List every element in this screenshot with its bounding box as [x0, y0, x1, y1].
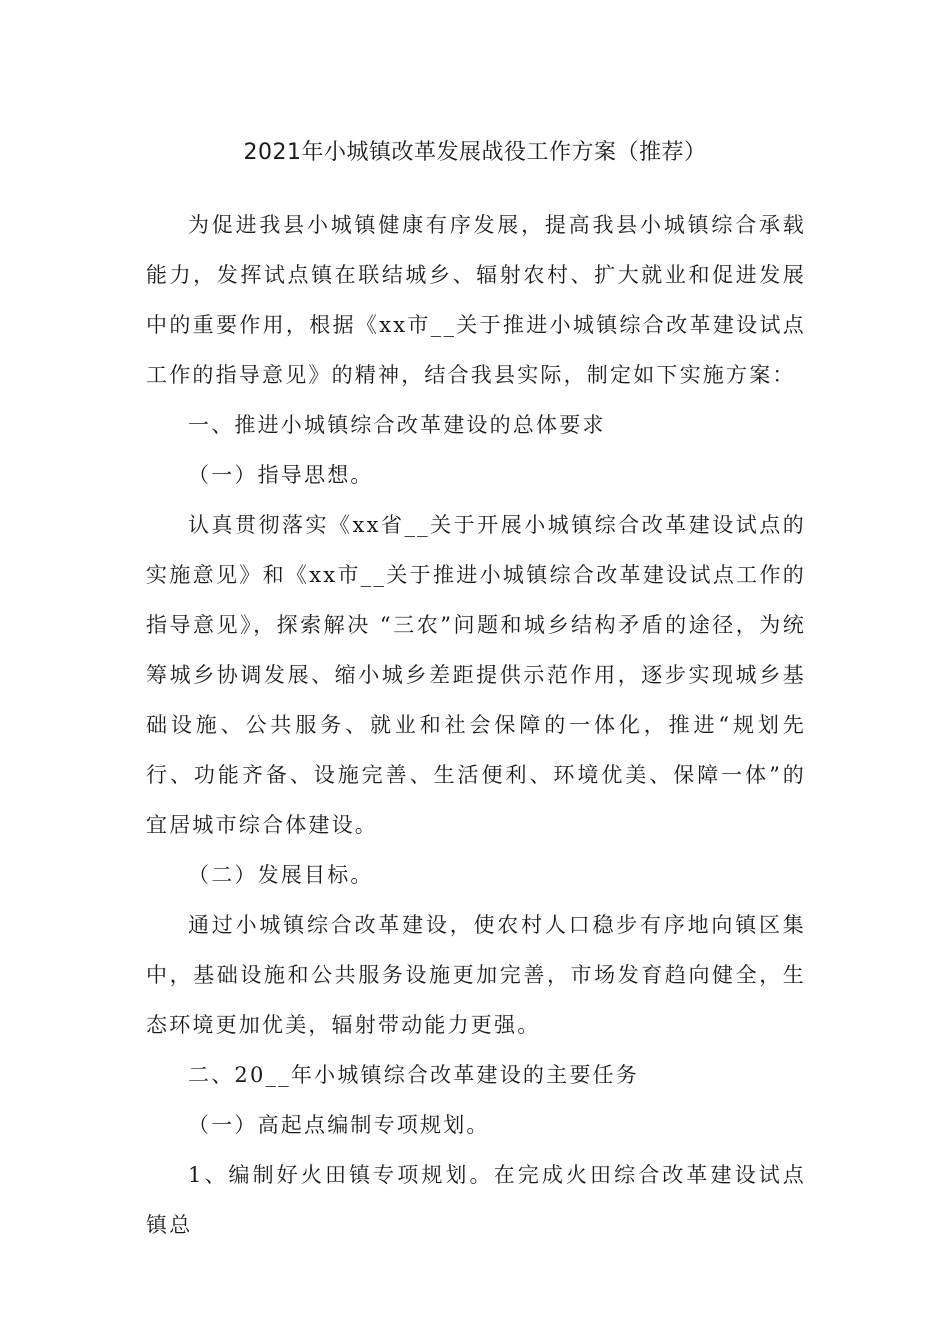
subsection-heading-planning: （一）高起点编制专项规划。 [188, 1113, 490, 1137]
section-heading-2: 二、20__年小城镇综合改革建设的主要任务 [188, 1063, 639, 1087]
paragraph-planning-item-1: 1、编制好火田镇专项规划。在完成火田综合改革建设试点镇总 [146, 1163, 806, 1237]
subsection-heading-development-goals: （二）发展目标。 [188, 863, 374, 887]
subsection-heading-guiding-thought: （一）指导思想。 [188, 463, 374, 487]
document-body [146, 200, 806, 1250]
document-title: 2021年小城镇改革发展战役工作方案（推荐） [243, 140, 707, 165]
paragraph-guiding-thought: 认真贯彻落实《xx省__关于开展小城镇综合改革建设试点的实施意见》和《xx市__关于推进小城镇综合改革建设试点工作的指导意见》，探索解决 “三农”问题和城乡结构矛盾的途径，为统筹城乡协调发展、缩小城乡差距提供示范作用，逐步实现城乡基础设施、公共服务、就业和社会保障的一体化，推进“规划先行、功能齐备、设施完善、生活便利、环境优美、保障一体”的宜居城市综合体建设。 [146, 513, 806, 837]
paragraph-development-goals: 通过小城镇综合改革建设，使农村人口稳步有序地向镇区集中，基础设施和公共服务设施更加完善，市场发育趋向健全，生态环境更加优美，辐射带动能力更强。 [146, 913, 806, 1037]
paragraph-intro: 为促进我县小城镇健康有序发展，提高我县小城镇综合承载能力，发挥试点镇在联结城乡、辐射农村、扩大就业和促进发展中的重要作用，根据《xx市__关于推进小城镇综合改革建设试点工作的指导意见》的精神，结合我县实际，制定如下实施方案： [146, 213, 806, 387]
section-heading-1: 一、推进小城镇综合改革建设的总体要求 [188, 413, 606, 437]
